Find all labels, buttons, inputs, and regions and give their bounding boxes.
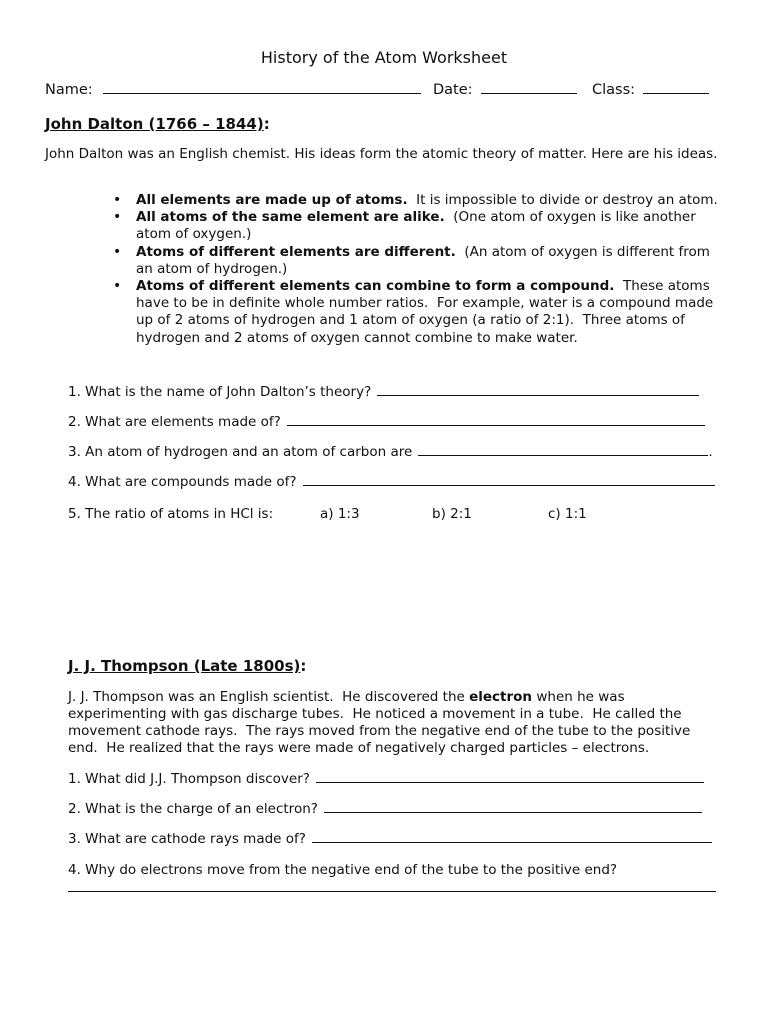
date-field[interactable] — [433, 82, 577, 98]
option-b[interactable]: b) 2:1 — [432, 506, 472, 522]
thompson-question-4: 4. Why do electrons move from the negative end of the tube to the positive end? — [68, 862, 618, 878]
thompson-heading-text: J. J. Thompson (Late 1800s) — [68, 657, 301, 675]
dalton-intro: John Dalton was an English chemist. His ideas form the atomic theory of matter. Here are his ideas. — [45, 146, 718, 162]
answer-blank[interactable] — [312, 841, 712, 843]
question-text: 2. What are elements made of? — [68, 414, 281, 430]
name-field[interactable] — [45, 82, 421, 98]
dalton-question-4[interactable] — [68, 474, 715, 490]
answer-blank[interactable] — [418, 454, 708, 456]
bullet-text: (One atom of oxygen is like another atom of oxygen.) — [136, 209, 701, 243]
worksheet-title: History of the Atom Worksheet — [260, 48, 508, 67]
class-label: Class: — [592, 82, 636, 98]
intro-text-before: J. J. Thompson was an English scientist. He discovered the — [68, 689, 470, 705]
option-a[interactable]: a) 1:3 — [320, 506, 360, 522]
dalton-question-2[interactable] — [68, 414, 705, 430]
intro-bold-electron: electron — [469, 689, 533, 705]
bullet-bold: Atoms of different elements are different. — [136, 243, 456, 260]
dalton-question-3[interactable] — [68, 444, 713, 460]
list-item — [113, 278, 725, 347]
list-item — [113, 209, 725, 243]
question-text: 4. What are compounds made of? — [68, 474, 297, 490]
thompson-question-2[interactable] — [68, 801, 702, 817]
class-field[interactable] — [592, 82, 709, 98]
answer-blank[interactable] — [287, 424, 705, 426]
thompson-heading — [68, 657, 306, 675]
thompson-heading-colon: : — [300, 657, 307, 675]
name-label: Name: — [45, 82, 93, 98]
dalton-question-5: 5. The ratio of atoms in HCl is: — [68, 506, 274, 522]
answer-blank[interactable] — [68, 890, 716, 892]
bullet-text: (An atom of oxygen is different from an atom of hydrogen.) — [136, 243, 715, 277]
dalton-question-1[interactable] — [68, 384, 699, 400]
answer-blank[interactable] — [324, 811, 702, 813]
answer-blank[interactable] — [377, 394, 699, 396]
name-blank[interactable] — [103, 92, 421, 94]
date-label: Date: — [433, 82, 473, 98]
dalton-bullet-list — [113, 192, 725, 347]
bullet-bold: All elements are made up of atoms. — [136, 192, 408, 208]
bullet-text: It is impossible to divide or destroy an atom. — [407, 192, 718, 208]
class-blank[interactable] — [643, 92, 709, 94]
question-text: 1. What is the name of John Dalton’s theory? — [68, 384, 372, 400]
dalton-heading — [45, 115, 270, 133]
thompson-intro — [68, 689, 718, 757]
option-c[interactable]: c) 1:1 — [548, 506, 587, 522]
list-item — [113, 244, 725, 278]
dalton-heading-colon: : — [263, 115, 270, 133]
thompson-question-3[interactable] — [68, 831, 712, 847]
dalton-heading-text: John Dalton (1766 – 1844) — [45, 115, 264, 133]
bullet-text: These atoms have to be in definite whole number ratios. For example, water is a compound made up of 2 atoms of hydrogen and 1 atom of oxygen (a ratio of 2:1). Three atoms of hydrogen and 2 atoms of oxygen cannot combine to make water. — [136, 278, 718, 346]
question-text: 1. What did J.J. Thompson discover? — [68, 771, 310, 787]
question-text: 2. What is the charge of an electron? — [68, 801, 318, 817]
intro-text-after: when he was experimenting with gas discharge tubes. He noticed a movement in a tube. He called the movement cathode rays. The rays moved from the negative end of the tube to the positive end. He realized that the rays were made of negatively charged particles – electrons. — [68, 689, 695, 756]
question-text: 3. What are cathode rays made of? — [68, 831, 306, 847]
thompson-question-1[interactable] — [68, 771, 704, 787]
question-text: 3. An atom of hydrogen and an atom of carbon are — [68, 444, 413, 460]
answer-blank[interactable] — [303, 484, 715, 486]
question-end: . — [708, 444, 713, 460]
list-item — [113, 192, 725, 209]
date-blank[interactable] — [481, 92, 577, 94]
bullet-bold: All atoms of the same element are alike. — [136, 209, 445, 226]
answer-blank[interactable] — [316, 781, 704, 783]
bullet-bold: Atoms of different elements can combine to form a compound. — [136, 278, 615, 295]
